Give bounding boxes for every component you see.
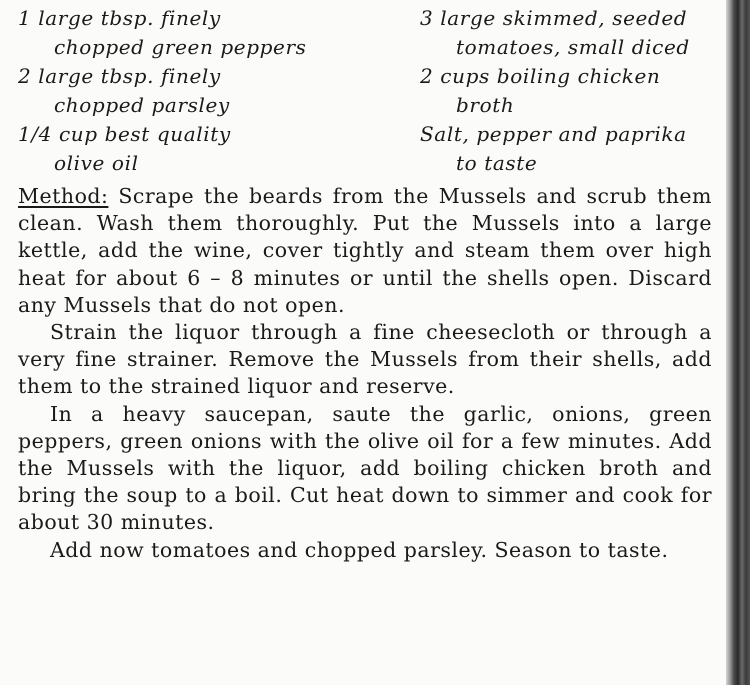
ingredient-item (18, 120, 398, 178)
method-paragraph (18, 183, 712, 319)
ingredients-right-column (420, 4, 730, 178)
ingredient-line: Salt, pepper and paprika (420, 122, 687, 146)
method-label: Method: (18, 184, 109, 208)
ingredient-line-continued: tomatoes, small diced (456, 35, 690, 59)
ingredients-left-column (18, 4, 398, 178)
book-binding-edge (726, 0, 750, 685)
ingredient-line-continued: chopped green peppers (54, 35, 307, 59)
ingredient-line-continued: broth (456, 93, 515, 117)
ingredient-line-continued: olive oil (54, 151, 139, 175)
method-section (18, 183, 712, 564)
method-paragraph: In a heavy saucepan, saute the garlic, onions, green peppers, green onions with the olive oil for a few minutes. Add the Mussels with the liquor, add boiling chicken broth and bring the soup to a boil. Cut heat down to simmer and cook for about 30 minutes. (18, 401, 712, 535)
ingredient-item (420, 4, 730, 62)
method-paragraph: Add now tomatoes and chopped parsley. Season to taste. (50, 537, 669, 562)
method-paragraph-text: Scrape the beards from the Mussels and scrub them clean. Wash them thoroughly. Put the Mussels into a large kettle, add the wine, cover tightly and steam them over high heat for about 6 – 8 minutes or until the shells open. Discard any Mussels that do not open. (18, 184, 712, 317)
ingredient-line: 2 cups boiling chicken (420, 64, 661, 88)
ingredient-line: 1 large tbsp. finely (18, 6, 221, 30)
ingredient-item (420, 120, 730, 178)
ingredient-line: 2 large tbsp. finely (18, 64, 221, 88)
ingredient-line: 3 large skimmed, seeded (420, 6, 688, 30)
ingredient-line-continued: chopped parsley (54, 93, 230, 117)
method-paragraph: Strain the liquor through a fine cheesecloth or through a very fine strainer. Remove the Mussels from their shells, add them to the strained liquor and reserve. (18, 320, 712, 399)
ingredient-item (18, 62, 398, 120)
ingredient-item (420, 62, 730, 120)
ingredient-line: 1/4 cup best quality (18, 122, 231, 146)
ingredient-item (18, 4, 398, 62)
ingredient-line-continued: to taste (456, 151, 538, 175)
